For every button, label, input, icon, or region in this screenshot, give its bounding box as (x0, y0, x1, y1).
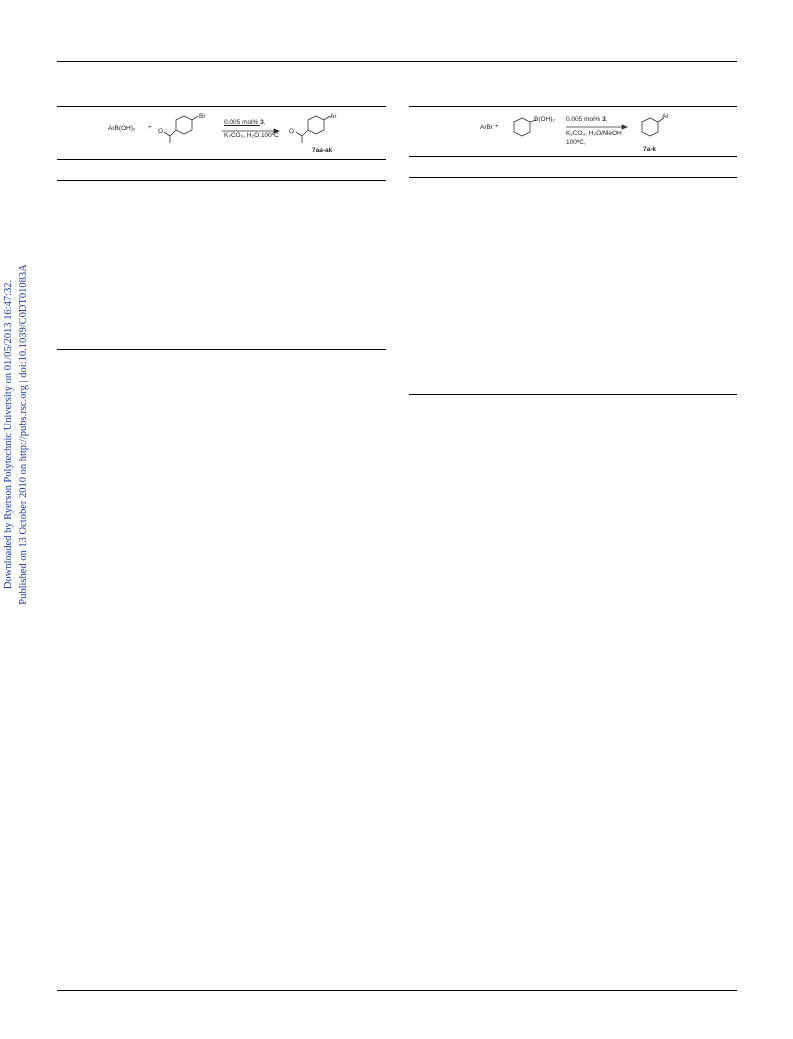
reagent-arylboronic-acid: ArB(OH)₂ (108, 125, 136, 132)
arrow-condition-bottom: K₂CO₃, H₂O,100ºC (224, 132, 279, 139)
carbonyl-oxygen-reactant: O (158, 128, 164, 135)
download-notice-line2: Published on 13 October 2010 on http://pubs.rsc.org | doi:10.1039/C0DT01083A (17, 264, 29, 605)
aryl-substituent-right: Ar (662, 113, 669, 120)
aryl-substituent-left: Ar (330, 113, 337, 120)
reagent-aryl-bromide: ArBr (480, 124, 493, 131)
condition-line2: K₂CO₃, H₂O/MeOH (566, 130, 622, 137)
table-left-bottom-rule (57, 349, 386, 350)
header-rule (57, 61, 737, 62)
table-left-header-rule (57, 180, 386, 181)
arrow-condition-top: 0.005 mol% 3, (224, 119, 266, 126)
boronic-acid-group: B(OH)₂ (534, 116, 555, 123)
download-notice (2, 262, 32, 607)
condition-line1: 0.005 mol% 3, (566, 116, 608, 123)
footer-rule (57, 990, 737, 991)
table-right-top-rule (409, 106, 737, 107)
carbonyl-oxygen-product: O (289, 128, 295, 135)
table-right-header-rule (409, 177, 737, 178)
product-label-left: 7aa-ak (312, 147, 333, 154)
table-left-top-rule (57, 106, 386, 107)
condition-line3: 100ºC, (566, 139, 586, 146)
bromo-substituent: Br (199, 113, 206, 120)
table-left-scheme-rule (57, 159, 386, 160)
plus-sign: + (148, 124, 152, 131)
plus-sign-right: + (495, 123, 499, 130)
download-notice-line1: Downloaded by Ryerson Polytechnic University on 01/05/2013 16:47:32. (3, 279, 14, 590)
product-label-right: 7a-k (643, 146, 657, 153)
table-right-bottom-rule (409, 394, 737, 395)
table-right-scheme-rule (409, 156, 737, 157)
